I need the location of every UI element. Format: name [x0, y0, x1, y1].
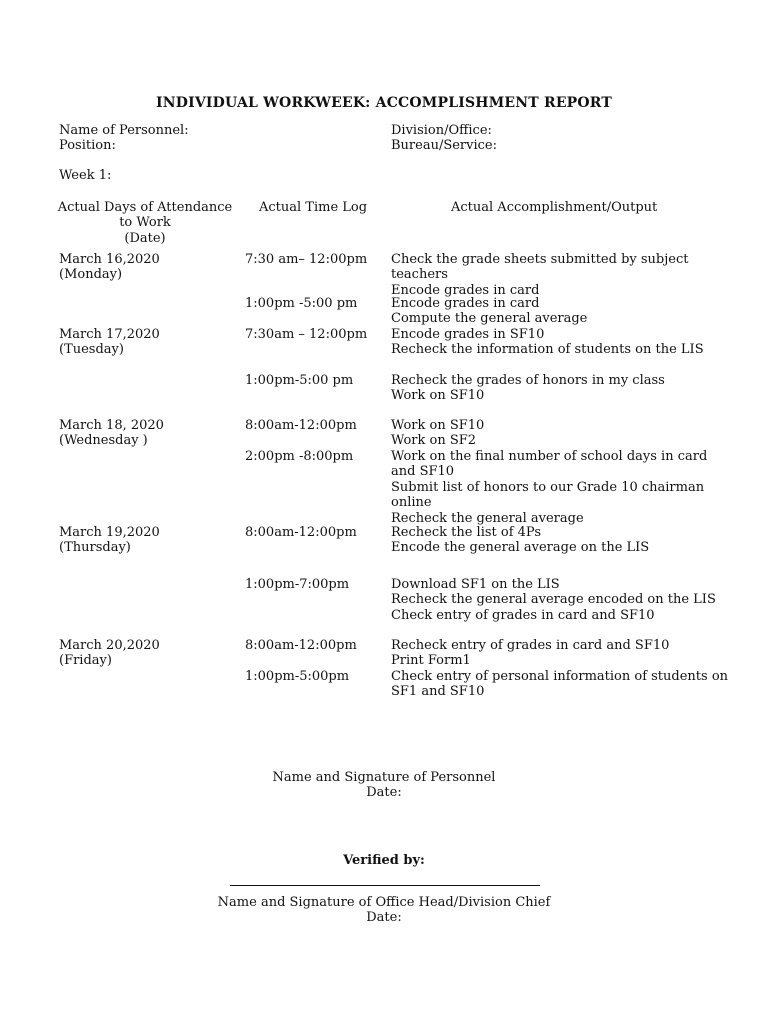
time-log-tuesday-1: 7:30am – 12:00pm: [245, 327, 368, 342]
output-line: Work on SF2: [391, 433, 477, 449]
date-text: March 20,2020: [59, 638, 160, 653]
output-line: Download SF1 on the LIS: [391, 577, 560, 592]
date-text: March 19,2020: [59, 525, 160, 540]
output-line: Recheck the list of 4Ps: [391, 525, 541, 540]
output-line: online: [391, 495, 432, 511]
personnel-signature-block: [0, 770, 768, 801]
date-text: March 17,2020: [59, 327, 160, 342]
time-log-thursday-1: 8:00am-12:00pm: [245, 525, 357, 540]
output-line: Encode the general average on the LIS: [391, 540, 650, 556]
entry-date-monday: [59, 252, 160, 283]
output-line: Check the grade sheets submitted by subject: [391, 252, 689, 267]
output-tuesday-1: [391, 327, 704, 358]
entry-date-tuesday: [59, 327, 160, 358]
personnel-date-label: Date:: [366, 785, 402, 801]
days-header-line-1: Actual Days of Attendance: [57, 200, 233, 215]
output-line: Recheck the information of students on the LIS: [391, 342, 704, 358]
output-monday-2: [391, 296, 587, 327]
name-of-personnel-label: Name of Personnel:: [59, 123, 189, 138]
time-log-friday-1: 8:00am-12:00pm: [245, 638, 357, 653]
weekday-text: (Tuesday): [59, 342, 124, 358]
output-friday-2: [391, 669, 728, 700]
weekday-text: (Friday): [59, 653, 112, 669]
days-column-header: [55, 200, 235, 246]
output-tuesday-2: [391, 373, 665, 404]
date-text: March 16,2020: [59, 252, 160, 267]
report-title: INDIVIDUAL WORKWEEK: ACCOMPLISHMENT REPORT: [155, 95, 613, 111]
signature-line: [230, 885, 540, 886]
office-head-signature-label: Name and Signature of Office Head/Division Chief: [217, 895, 551, 910]
output-line: Work on the final number of school days in card: [391, 449, 708, 464]
output-line: Recheck the general average: [391, 510, 584, 526]
output-column-header: Actual Accomplishment/Output: [451, 200, 658, 215]
bureau-service-label: Bureau/Service:: [391, 138, 498, 153]
output-line: Encode grades in SF10: [391, 327, 545, 342]
output-line: teachers: [391, 267, 448, 283]
output-line: Check entry of grades in card and SF10: [391, 607, 655, 623]
days-header-line-3: (Date): [124, 230, 166, 246]
verified-by-label: Verified by:: [343, 853, 425, 868]
output-line: Work on SF10: [391, 418, 485, 433]
time-log-wednesday-2: 2:00pm -8:00pm: [245, 449, 354, 464]
output-wednesday-2: [391, 449, 707, 526]
days-header-line-2: to Work: [119, 215, 171, 231]
output-line: and SF10: [391, 464, 455, 480]
entry-date-thursday: [59, 525, 160, 556]
week-label: Week 1:: [59, 168, 112, 183]
output-line: Check entry of personal information of students on: [391, 669, 729, 684]
time-log-tuesday-2: 1:00pm-5:00 pm: [245, 373, 354, 388]
output-monday-1: [391, 252, 688, 298]
position-label: Position:: [59, 138, 116, 153]
time-column-header: Actual Time Log: [259, 200, 368, 215]
time-log-monday-1: 7:30 am– 12:00pm: [245, 252, 368, 267]
office-head-date-label: Date:: [366, 910, 402, 926]
entry-date-wednesday: [59, 418, 164, 449]
output-line: Compute the general average: [391, 311, 588, 327]
weekday-text: (Thursday): [59, 540, 131, 556]
output-wednesday-1: [391, 418, 484, 449]
output-line: Recheck the grades of honors in my class: [391, 373, 665, 388]
date-text: March 18, 2020: [59, 418, 164, 433]
office-head-signature-block: [0, 895, 768, 926]
output-line: Encode grades in card: [391, 282, 540, 298]
time-log-friday-2: 1:00pm-5:00pm: [245, 669, 350, 684]
weekday-text: (Wednesday ): [59, 433, 148, 449]
output-thursday-2: [391, 577, 716, 623]
output-line: Encode grades in card: [391, 296, 540, 311]
output-line: Submit list of honors to our Grade 10 chairman: [391, 479, 705, 495]
division-office-label: Division/Office:: [391, 123, 492, 138]
output-thursday-1: [391, 525, 649, 556]
output-line: SF1 and SF10: [391, 684, 485, 700]
time-log-monday-2: 1:00pm -5:00 pm: [245, 296, 358, 311]
entry-date-friday: [59, 638, 160, 669]
time-log-wednesday-1: 8:00am-12:00pm: [245, 418, 357, 433]
output-line: Print Form1: [391, 653, 471, 669]
time-log-thursday-2: 1:00pm-7:00pm: [245, 577, 350, 592]
output-line: Work on SF10: [391, 388, 485, 404]
weekday-text: (Monday): [59, 267, 123, 283]
output-line: Recheck the general average encoded on the LIS: [391, 592, 716, 608]
personnel-signature-label: Name and Signature of Personnel: [272, 770, 496, 785]
output-line: Recheck entry of grades in card and SF10: [391, 638, 670, 653]
output-friday-1: [391, 638, 669, 669]
